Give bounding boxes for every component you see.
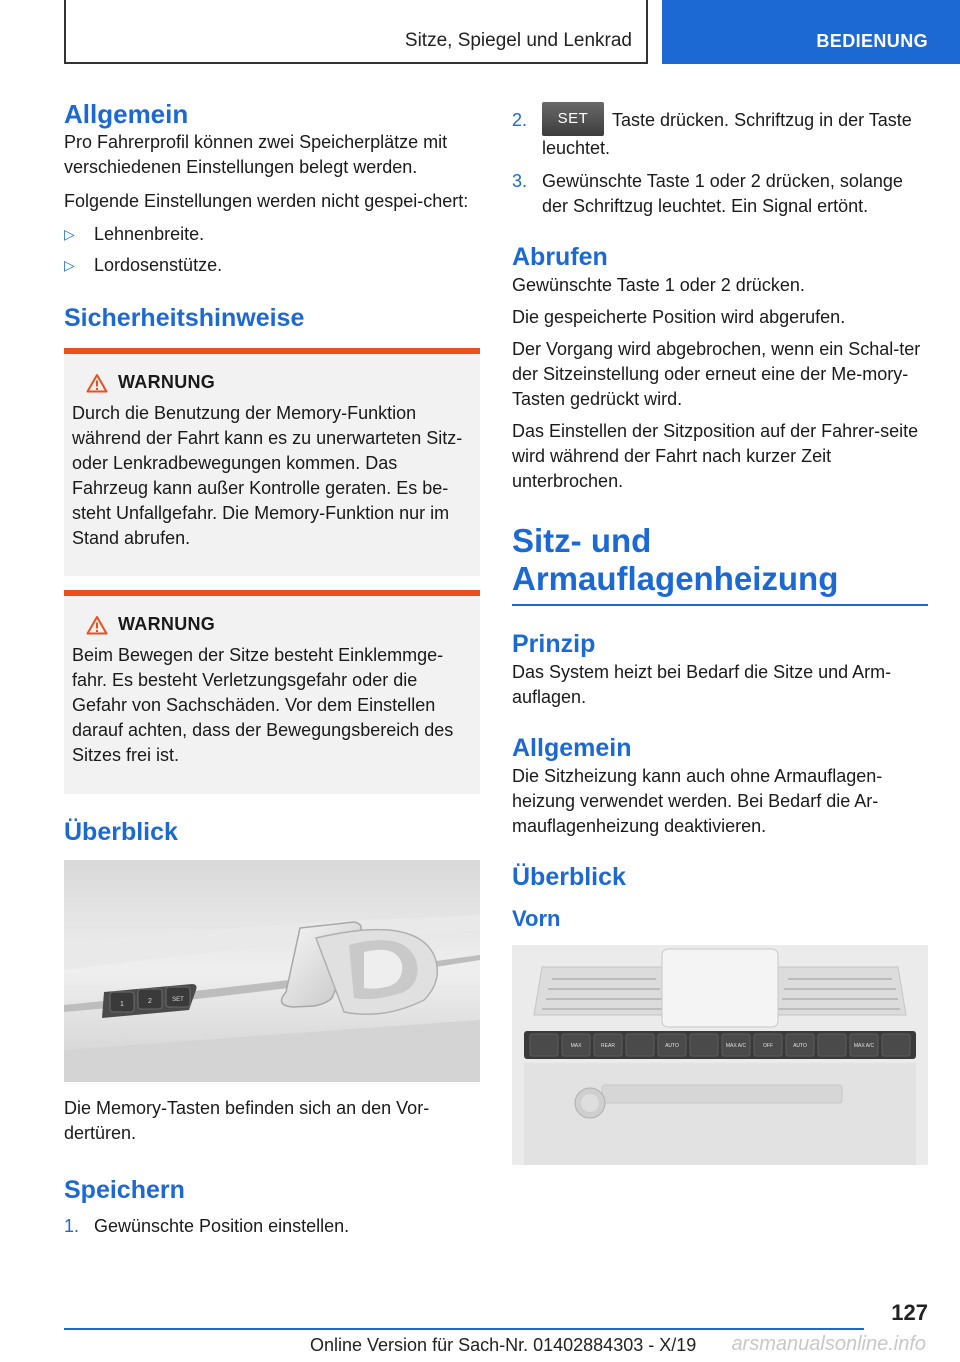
heading-allgemein: Allgemein	[64, 99, 189, 129]
watermark: arsmanualsonline.info	[731, 1333, 926, 1355]
step-body	[542, 108, 928, 161]
heading-abrufen: Abrufen	[512, 243, 608, 271]
chapter-heading-line2: Armauflagenheizung	[512, 560, 839, 597]
panel-max-label: MAX	[570, 1043, 582, 1049]
subheading-vorn: Vorn	[512, 906, 561, 931]
heading-speichern: Speichern	[64, 1176, 185, 1204]
warning-triangle-icon	[86, 615, 108, 635]
warning-header	[86, 614, 470, 635]
step-item	[64, 1214, 480, 1239]
page-number: 127	[891, 1300, 928, 1325]
step-number: 2.	[512, 110, 528, 130]
footer-version-text: Online Version für Sach-Nr. 01402884303 - X/19	[310, 1335, 697, 1355]
memory-set-button-label: SET	[172, 997, 184, 1003]
paragraph: Der Vorgang wird abgebrochen, wenn ein Schal-ter der Sitzeinstellung oder erneut eine der Me-mory-Tasten gedrückt wird.	[512, 339, 921, 409]
list-item	[64, 222, 480, 247]
list-item-text: Lehnenbreite.	[94, 224, 205, 244]
header-section-tab	[662, 0, 960, 64]
paragraph: Das System heizt bei Bedarf die Sitze und Arm-auflagen.	[512, 662, 892, 707]
warning-triangle-icon	[86, 373, 108, 393]
warning-title: WARNUNG	[118, 372, 216, 392]
paragraph: Gewünschte Taste 1 oder 2 drücken.	[512, 275, 805, 295]
panel-off-label: OFF	[763, 1043, 773, 1049]
header-title-box	[64, 0, 648, 64]
paragraph: Folgende Einstellungen werden nicht gespei-chert:	[64, 191, 469, 211]
step-text: Taste drücken. Schriftzug in der Taste leuchtet.	[542, 110, 912, 158]
panel-auto-label: AUTO	[665, 1043, 679, 1049]
panel-auto-label-2: AUTO	[793, 1043, 807, 1049]
step-text: Gewünschte Position einstellen.	[94, 1216, 350, 1236]
warning-text: Durch die Benutzung der Memory-Funktion während der Fahrt kann es zu unerwarteten Sitz- oder Lenkradbewegungen kommen. Das Fahrzeug kann außer Kontrolle geraten. Es be-steht Unfallgefahr. Die Memory-Funktion nur im Stand abrufen.	[72, 403, 463, 548]
section-label: BEDIENUNG	[816, 31, 928, 51]
paragraph: Die gespeicherte Position wird abgerufen.	[512, 307, 846, 327]
footer-divider	[64, 1328, 864, 1330]
step-text: Gewünschte Taste 1 oder 2 drücken, solange der Schriftzug leuchtet. Ein Signal ertönt.	[542, 171, 903, 216]
step-number: 1.	[64, 1216, 80, 1236]
paragraph: Das Einstellen der Sitzposition auf der Fahrer-seite wird während der Fahrt nach kurzer Zeit unterbrochen.	[512, 421, 919, 491]
step-number: 3.	[512, 171, 528, 191]
heading-ueberblick: Überblick	[64, 818, 178, 846]
panel-maxac-label-2: MAX A/C	[853, 1043, 875, 1049]
chapter-heading-line1: Sitz- und	[512, 522, 652, 559]
chapter-title: Sitze, Spiegel und Lenkrad	[404, 30, 632, 51]
image-caption: Die Memory-Tasten befinden sich an den Vor-dertüren.	[64, 1098, 430, 1143]
heading-sicherheitshinweise: Sicherheitshinweise	[64, 304, 305, 332]
step-item	[512, 108, 928, 161]
front-climate-panel-image	[512, 945, 928, 1165]
warning-header	[86, 372, 470, 393]
chapter-heading	[512, 522, 928, 606]
step-item	[512, 169, 928, 219]
list-item-text: Lordosenstütze.	[94, 255, 223, 275]
triangle-bullet-icon: ▷	[64, 257, 75, 273]
panel-rear-label: REAR	[601, 1043, 615, 1049]
list-item	[64, 253, 480, 278]
paragraph: Die Sitzheizung kann auch ohne Armauflagen-heizung verwendet werden. Bei Bedarf die Ar-mauflagenheizung deaktivieren.	[512, 766, 883, 836]
door-memory-buttons-image	[64, 860, 480, 1082]
right-column	[512, 108, 928, 1165]
set-button-icon: SET	[542, 102, 604, 136]
memory-button-2-label: 2	[148, 998, 152, 1005]
paragraph: Pro Fahrerprofil können zwei Speicherplätze mit verschiedenen Einstellungen belegt werden.	[64, 132, 448, 177]
panel-maxac-label: MAX A/C	[725, 1043, 747, 1049]
heading-allgemein-2: Allgemein	[512, 734, 632, 762]
warning-box	[64, 590, 480, 794]
heading-ueberblick-2: Überblick	[512, 863, 626, 891]
memory-button-1-label: 1	[120, 1001, 124, 1008]
triangle-bullet-icon: ▷	[64, 226, 75, 242]
left-column	[64, 98, 480, 1239]
warning-title: WARNUNG	[118, 614, 216, 634]
warning-text: Beim Bewegen der Sitze besteht Einklemmge-fahr. Es besteht Verletzungsgefahr oder die Gefahr von Sachschäden. Vor dem Einstellen darauf achten, dass der Bewegungsbereich des Sitzes frei ist.	[72, 645, 454, 765]
heading-prinzip: Prinzip	[512, 630, 596, 658]
warning-box	[64, 348, 480, 576]
